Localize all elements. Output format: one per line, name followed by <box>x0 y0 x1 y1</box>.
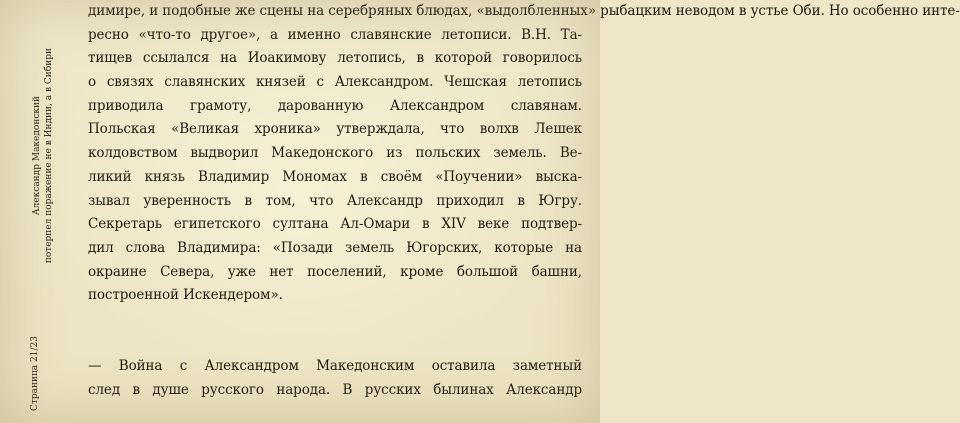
text-line: дил слова Владимира: «Позади земель Югорских, которые на <box>88 239 582 256</box>
running-title-line-1: Александр Македонский <box>32 95 42 216</box>
text-line: ресно «что-то другое», а именно славянские летописи. В.Н. Та- <box>88 26 582 43</box>
paragraph-gap <box>88 308 582 355</box>
text-line: окраине Севера, уже нет поселений, кроме большой башни, <box>88 263 582 280</box>
text-line: ликий князь Владимир Мономах в своём «Поучении» выска- <box>88 168 582 185</box>
text-line: Польская «Великая хроника» утверждала, что волхв Лешек <box>88 121 582 138</box>
text-line: построенной Искендером». <box>88 287 283 304</box>
text-line: след в душе русского народа. В русских былинах Александр <box>88 381 582 398</box>
sidebar-text <box>31 48 55 411</box>
page-sidebar <box>0 0 62 423</box>
body-text <box>88 0 960 402</box>
text-line: о связях славянских князей с Александром. Чешская летопись <box>88 74 582 91</box>
text-line: колдовством выдворил Македонского из польских земель. Ве- <box>88 145 582 162</box>
running-title-line-2: потерпел поражение не в Индии, а в Сибири <box>44 48 54 264</box>
text-line: Секретарь египетского султана Ал-Омари в XIV веке подтвер- <box>88 216 582 233</box>
text-line: тищев ссылался на Иоакимову летопись, в которой говорилось <box>88 50 582 67</box>
text-line: — Война с Александром Македонским оставила заметный <box>88 357 582 374</box>
running-title <box>31 48 55 263</box>
text-line: димире, и подобные же сцены на серебряных блюдах, «выдолбленных» рыбацким неводом в устье Оби. Но особенно инте- <box>88 3 960 19</box>
page-number: Страница 21/23 <box>30 336 40 411</box>
text-line: зывал уверенность в том, что Александр приходил в Югру. <box>88 192 582 209</box>
text-line: приводила грамоту, дарованную Александром славянам. <box>88 97 582 114</box>
